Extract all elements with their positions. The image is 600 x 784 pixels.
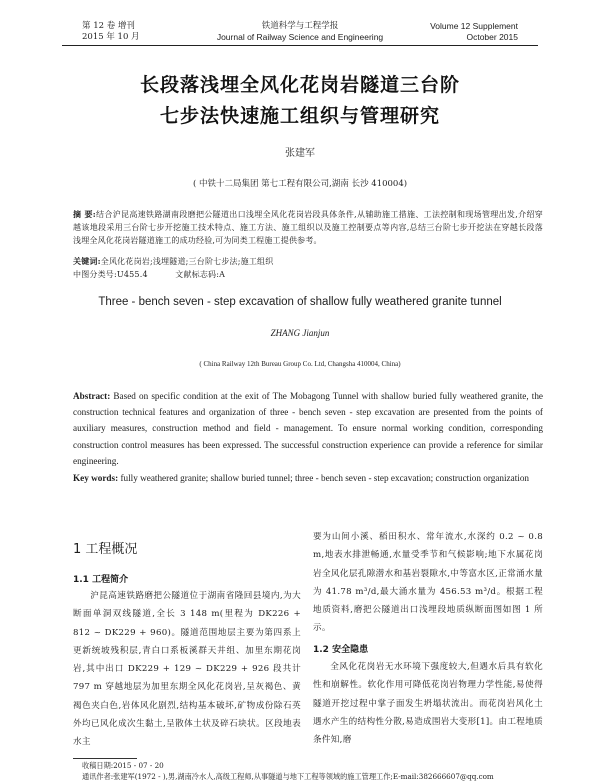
header-date: 2015 年 10 月 <box>82 32 140 42</box>
keywords-cn-label: 关键词: <box>73 256 101 266</box>
abstract-cn <box>73 208 543 247</box>
header-volume-en: Volume 12 Supplement <box>430 21 518 31</box>
header-journal-en: Journal of Railway Science and Engineering <box>216 32 384 42</box>
english-keywords-text: fully weathered granite; shallow buried tunnel; three - bench seven - step excavation; construction organization <box>120 473 530 483</box>
footnote-rule <box>73 758 137 759</box>
paper-title-line2: 七步法快速施工组织与管理研究 <box>159 105 440 127</box>
english-author: ZHANG Jianjun <box>270 328 330 338</box>
abstract-cn-text: 结合沪昆高速铁路湖南段磨把公隧道出口浅埋全风化花岗岩段具体条件,从辅助施工措施、工法控制和现场管理出发,介绍穿越该地段采用三台阶七步开挖施工技术特点、施工方法、施工组织以及施工控制要点等内容,总结三台阶七步开挖法在穿越长段落浅埋全风化花岗岩隧道施工的成功经验,可为同类工程施工提供参考。 <box>73 210 543 245</box>
header-rule <box>62 45 538 46</box>
paper-title-line1: 长段落浅埋全风化花岗岩隧道三台阶 <box>139 74 460 96</box>
header-journal-cn: 铁道科学与工程学报 <box>261 21 339 31</box>
english-keywords <box>73 470 543 486</box>
subsection-heading-1-1: 1.1 工程简介 <box>73 575 129 585</box>
section-1-2-paragraph: 全风化花岗岩无水环境下强度较大,但遇水后具有软化性和崩解性。软化作用可降低花岗岩物理力学性能,易使得隧道开挖过程中掌子面发生坍塌状流出。而花岗岩风化土遇水产生的结构性分散,易造成围岩大变形[1]。由工程地质条件知,磨 <box>313 662 543 746</box>
section-1-1-paragraph: 沪昆高速铁路磨把公隧道位于湖南省隆回县境内,为大断面单洞双线隧道,全长 3 148 m(里程为 DK226 + 812 ~ DK229 + 960)。隧道范围地层主要为第四系上更新统坡残积层,青白口系板溪群天井组、加里东期花岗岩,其中出口 DK229 + 129 ~ DK229 + 926 段共计 797 m 穿越地层为加里东期全风化花岗岩,呈灰褐色、黄褐色夹白色,岩体风化剧烈,结构基本破坏,矿物成份除石英外均已风化成次生黏土,呈散体土状及碎石块状。区段地表水主 <box>73 591 301 748</box>
keywords-cn-text: 全风化花岗岩;浅埋隧道;三台阶七步法;施工组织 <box>100 257 274 266</box>
english-abstract <box>73 388 543 469</box>
section-1-1-paragraph-continued: 要为山间小溪、稻田积水、常年流水,水深约 0.2 ~ 0.8 m,地表水排泄畅通,水量受季节和气候影响;地下水属花岗岩全风化层孔隙潜水和基岩裂隙水,中等富水区,正常涌水量为 41.78 m³/d,最大涌水量为 456.53 m³/d。根据工程地质资料,磨把公隧道出口浅埋段地质纵断面图如图 1 所示。 <box>313 532 543 634</box>
author-cn: 张建军 <box>285 148 315 159</box>
header-date-en: October 2015 <box>466 32 518 42</box>
subsection-heading-1-2: 1.2 安全隐患 <box>313 645 369 655</box>
english-abstract-label: Abstract: <box>73 391 111 401</box>
english-keywords-label: Key words: <box>73 473 119 483</box>
affiliation-cn: ( 中铁十二局集团 第七工程有限公司,湖南 长沙 410004) <box>192 179 408 189</box>
header-volume: 第 12 卷 增刊 <box>82 21 135 31</box>
english-affiliation: ( China Railway 12th Bureau Group Co. Ltd, Changsha 410004, China) <box>199 360 401 368</box>
abstract-cn-label: 摘 要: <box>73 209 96 219</box>
english-abstract-text: Based on specific condition at the exit of The Mobagong Tunnel with shallow buried fully weathered granite, the construction technical features and organization of three - bench seven - step excavation are presented from the points of auxiliary measures, construction method and field - management. To ensure normal working condition, corresponding construction control measures has been expressed. The successful construction experience can provide a reference for similar engineering. <box>73 391 544 466</box>
clc-number: 中图分类号:U455.4 <box>73 270 148 279</box>
footnote-author-bio: 通讯作者:张建军(1972 - ),男,湖南冷水人,高级工程师,从事隧道与地下工程等领域的施工管理工作;E-mail:382666607@qq.com <box>82 772 494 781</box>
section-heading: 1 工程概况 <box>73 542 138 557</box>
footnote-received: 收稿日期:2015 - 07 - 20 <box>82 761 164 770</box>
english-title: Three - bench seven - step excavation of shallow fully weathered granite tunnel <box>98 296 502 308</box>
keywords-cn <box>73 255 543 268</box>
document-code: 文献标志码:A <box>175 270 226 279</box>
classification-line <box>73 268 543 281</box>
